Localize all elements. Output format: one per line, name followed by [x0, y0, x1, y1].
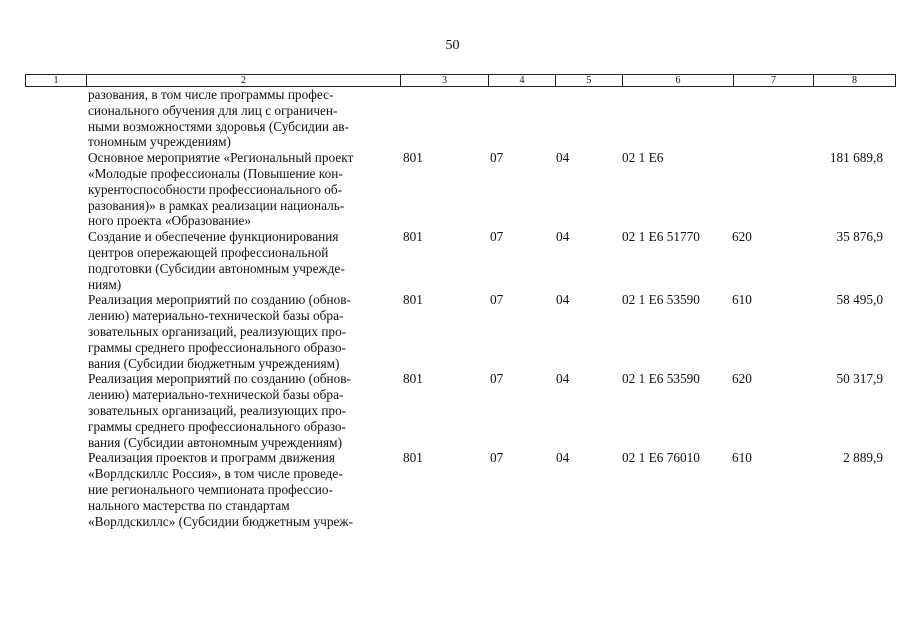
row-index-cell	[25, 292, 85, 371]
description-cell	[85, 450, 398, 529]
row-index-cell	[25, 450, 85, 529]
section-code-cell: 07	[490, 292, 504, 308]
description-line: Реализация мероприятий по созданию (обнов-	[88, 371, 351, 387]
expense-type-cell: 610	[732, 292, 752, 308]
expense-type-cell: 620	[732, 229, 752, 245]
description-line: «Ворлдскиллс» (Субсидии бюджетным учреж-	[88, 513, 354, 529]
target-article-cell: 02 1 Е6 53590	[622, 292, 700, 308]
description-line: зовательных организаций, реализующих про-	[88, 402, 347, 418]
ministry-code-cell: 801	[403, 150, 423, 166]
expense-type-cell: 610	[732, 450, 752, 466]
column-header-2: 2	[87, 75, 401, 87]
description-line: лению) материально-технической базы обра-	[88, 387, 344, 403]
description-line: граммы среднего профессионального образо-	[88, 339, 346, 355]
ministry-code-cell	[398, 87, 485, 150]
page-number: 50	[445, 38, 460, 53]
ministry-code-cell: 801	[403, 450, 423, 466]
description-line: ние регионального чемпионата профессио-	[88, 481, 333, 497]
amount-cell: 58 495,0	[836, 292, 883, 308]
row-index-cell	[25, 229, 85, 292]
description-cell	[85, 371, 398, 450]
section-code-cell: 07	[490, 450, 504, 466]
target-article-cell: 02 1 Е6 51770	[622, 229, 700, 245]
description-line: сионального обучения для лиц с ограничен-	[88, 102, 338, 118]
column-header-7: 7	[734, 75, 814, 87]
description-line: лению) материально-технической базы обра-	[88, 308, 344, 324]
section-code-cell: 07	[490, 229, 504, 245]
description-cell	[85, 87, 398, 150]
budget-table	[25, 87, 887, 529]
description-line: тономным учреждениям)	[88, 134, 231, 150]
subsection-code-cell: 04	[556, 229, 570, 245]
description-line: «Ворлдскиллс Россия», в том числе проведе-	[88, 466, 343, 482]
row-index-cell	[25, 150, 85, 229]
description-line: подготовки (Субсидии автономным учрежде-	[88, 260, 345, 276]
description-line: разования)» в рамках реализации националь-	[88, 197, 345, 213]
amount-cell: 2 889,9	[843, 450, 883, 466]
description-cell	[85, 292, 398, 371]
table-row	[25, 150, 887, 229]
description-line: разования, в том числе программы профес-	[88, 87, 334, 102]
subsection-code-cell	[551, 87, 617, 150]
table-row	[25, 87, 887, 150]
description-line: ными возможностями здоровья (Субсидии ав-	[88, 118, 349, 134]
ministry-code-cell: 801	[403, 229, 423, 245]
description-line: вания (Субсидии бюджетным учреждениям)	[88, 355, 340, 371]
description-line: ного проекта «Образование»	[88, 213, 251, 229]
row-index-cell	[25, 371, 85, 450]
expense-type-cell	[727, 150, 806, 229]
amount-cell: 181 689,8	[829, 150, 883, 166]
expense-type-cell	[727, 87, 806, 150]
subsection-code-cell: 04	[556, 371, 570, 387]
section-code-cell: 07	[490, 371, 504, 387]
section-code-cell: 07	[490, 150, 504, 166]
subsection-code-cell: 04	[556, 450, 570, 466]
column-header-6: 6	[623, 75, 734, 87]
description-line: центров опережающей профессиональной	[88, 244, 329, 260]
table-row	[25, 292, 887, 371]
amount-cell: 35 876,9	[836, 229, 883, 245]
description-line: «Молодые профессионалы (Повышение кон-	[88, 165, 343, 181]
description-cell	[85, 150, 398, 229]
table-row	[25, 229, 887, 292]
description-line: Реализация проектов и программ движения	[88, 450, 335, 466]
description-line: Создание и обеспечение функционирования	[88, 229, 339, 245]
subsection-code-cell: 04	[556, 150, 570, 166]
description-line: курентоспособности профессионального об-	[88, 181, 343, 197]
description-line: Реализация мероприятий по созданию (обнов-	[88, 292, 351, 308]
column-header-1: 1	[26, 75, 87, 87]
expense-type-cell: 620	[732, 371, 752, 387]
description-line: Основное мероприятие «Региональный проект	[88, 150, 354, 166]
subsection-code-cell: 04	[556, 292, 570, 308]
row-index-cell	[25, 87, 85, 150]
section-code-cell	[485, 87, 551, 150]
description-line: нального мастерства по стандартам	[88, 497, 290, 513]
description-line: вания (Субсидии автономным учреждениям)	[88, 434, 342, 450]
amount-cell	[806, 87, 887, 150]
table-row	[25, 450, 887, 529]
target-article-cell: 02 1 Е6 53590	[622, 371, 700, 387]
ministry-code-cell: 801	[403, 371, 423, 387]
column-header-3: 3	[401, 75, 489, 87]
column-header-8: 8	[814, 75, 896, 87]
description-cell	[85, 229, 398, 292]
column-header-5: 5	[556, 75, 623, 87]
table-row	[25, 371, 887, 450]
description-line: зовательных организаций, реализующих про-	[88, 323, 347, 339]
column-header-4: 4	[489, 75, 556, 87]
description-line: ниям)	[88, 276, 122, 292]
target-article-cell: 02 1 Е6 76010	[622, 450, 700, 466]
amount-cell: 50 317,9	[836, 371, 883, 387]
ministry-code-cell: 801	[403, 292, 423, 308]
target-article-cell	[617, 87, 727, 150]
target-article-cell: 02 1 Е6	[622, 150, 664, 166]
column-number-header	[25, 74, 896, 87]
description-line: граммы среднего профессионального образо-	[88, 418, 346, 434]
